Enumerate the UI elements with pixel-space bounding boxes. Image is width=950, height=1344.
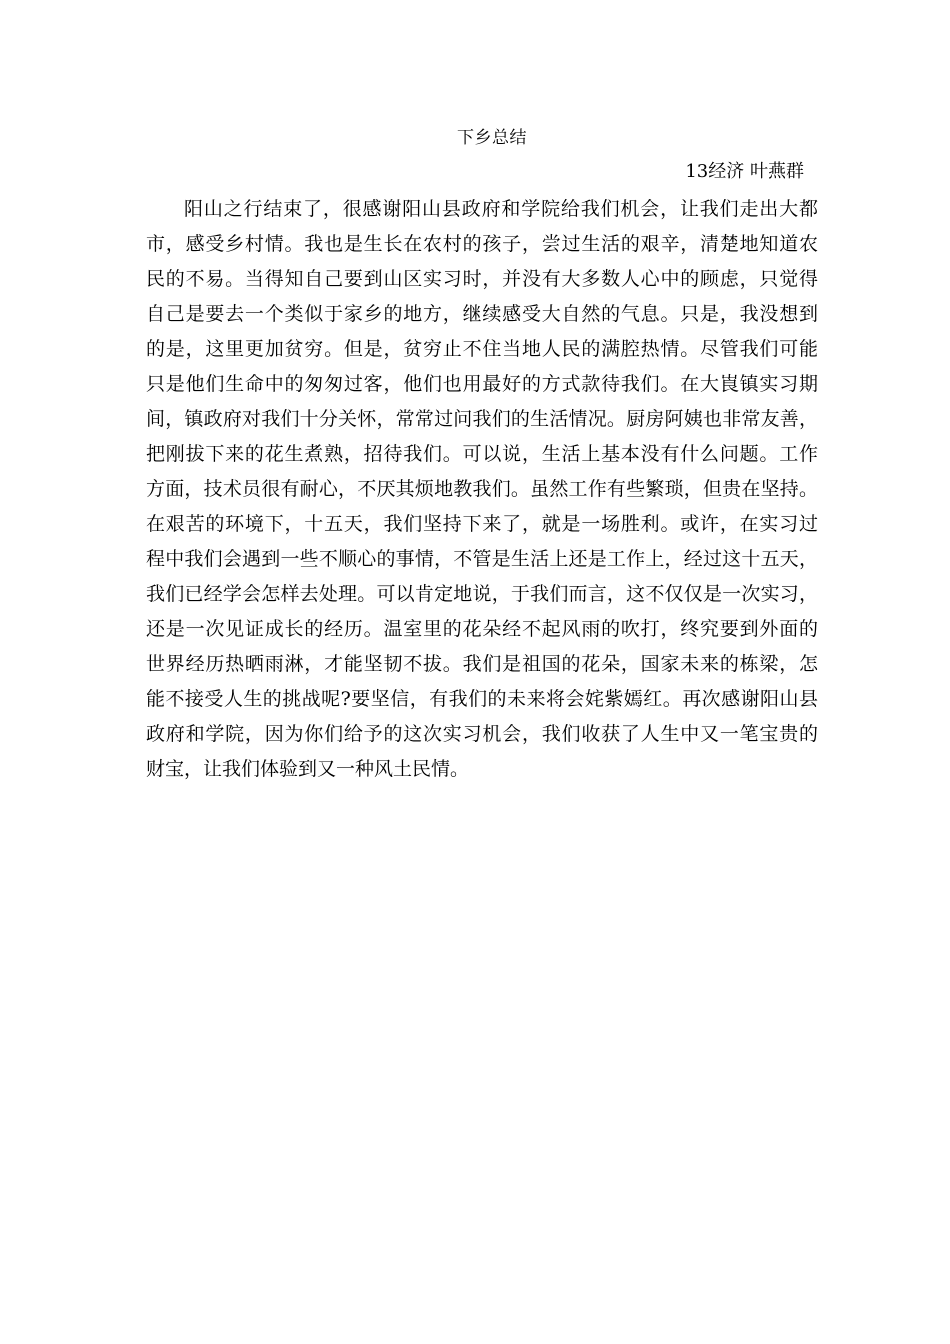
body-line: 市，感受乡村情。我也是生长在农村的孩子，尝过生活的艰辛，清楚地知道农 (146, 233, 818, 255)
body-line: 程中我们会遇到一些不顺心的事情，不管是生活上还是工作上，经过这十五天， (146, 548, 818, 570)
body-line: 民的不易。当得知自己要到山区实习时，并没有大多数人心中的顾虑，只觉得 (146, 268, 818, 290)
document-title: 下乡总结 (457, 128, 527, 148)
author-line: 13经济 叶燕群 (685, 161, 804, 182)
body-line: 间，镇政府对我们十分关怀，常常过问我们的生活情况。厨房阿姨也非常友善， (146, 408, 818, 430)
body-paragraph (146, 192, 818, 787)
body-line: 只是他们生命中的匆匆过客，他们也用最好的方式款待我们。在大崀镇实习期 (146, 373, 818, 395)
body-line: 自己是要去一个类似于家乡的地方，继续感受大自然的气息。只是，我没想到 (146, 303, 818, 325)
body-line: 政府和学院，因为你们给予的这次实习机会，我们收获了人生中又一笔宝贵的 (146, 723, 818, 745)
body-line: 能不接受人生的挑战呢?要坚信，有我们的未来将会姹紫嫣红。再次感谢阳山县 (146, 688, 818, 710)
body-line: 我们已经学会怎样去处理。可以肯定地说，于我们而言，这不仅仅是一次实习， (146, 583, 818, 605)
body-line: 在艰苦的环境下，十五天，我们坚持下来了，就是一场胜利。或许，在实习过 (146, 513, 818, 535)
body-line: 世界经历热晒雨淋，才能坚韧不拔。我们是祖国的花朵，国家未来的栋梁，怎 (146, 653, 818, 675)
body-line: 还是一次见证成长的经历。温室里的花朵经不起风雨的吹打，终究要到外面的 (146, 618, 818, 640)
body-line: 阳山之行结束了，很感谢阳山县政府和学院给我们机会，让我们走出大都 (184, 198, 818, 220)
body-line: 把刚拔下来的花生煮熟，招待我们。可以说，生活上基本没有什么问题。工作 (146, 443, 818, 465)
body-line: 方面，技术员很有耐心，不厌其烦地教我们。虽然工作有些繁琐，但贵在坚持。 (146, 478, 818, 500)
body-line: 的是，这里更加贫穷。但是，贫穷止不住当地人民的满腔热情。尽管我们可能 (146, 338, 818, 360)
body-line: 财宝，让我们体验到又一种风土民情。 (146, 758, 470, 780)
